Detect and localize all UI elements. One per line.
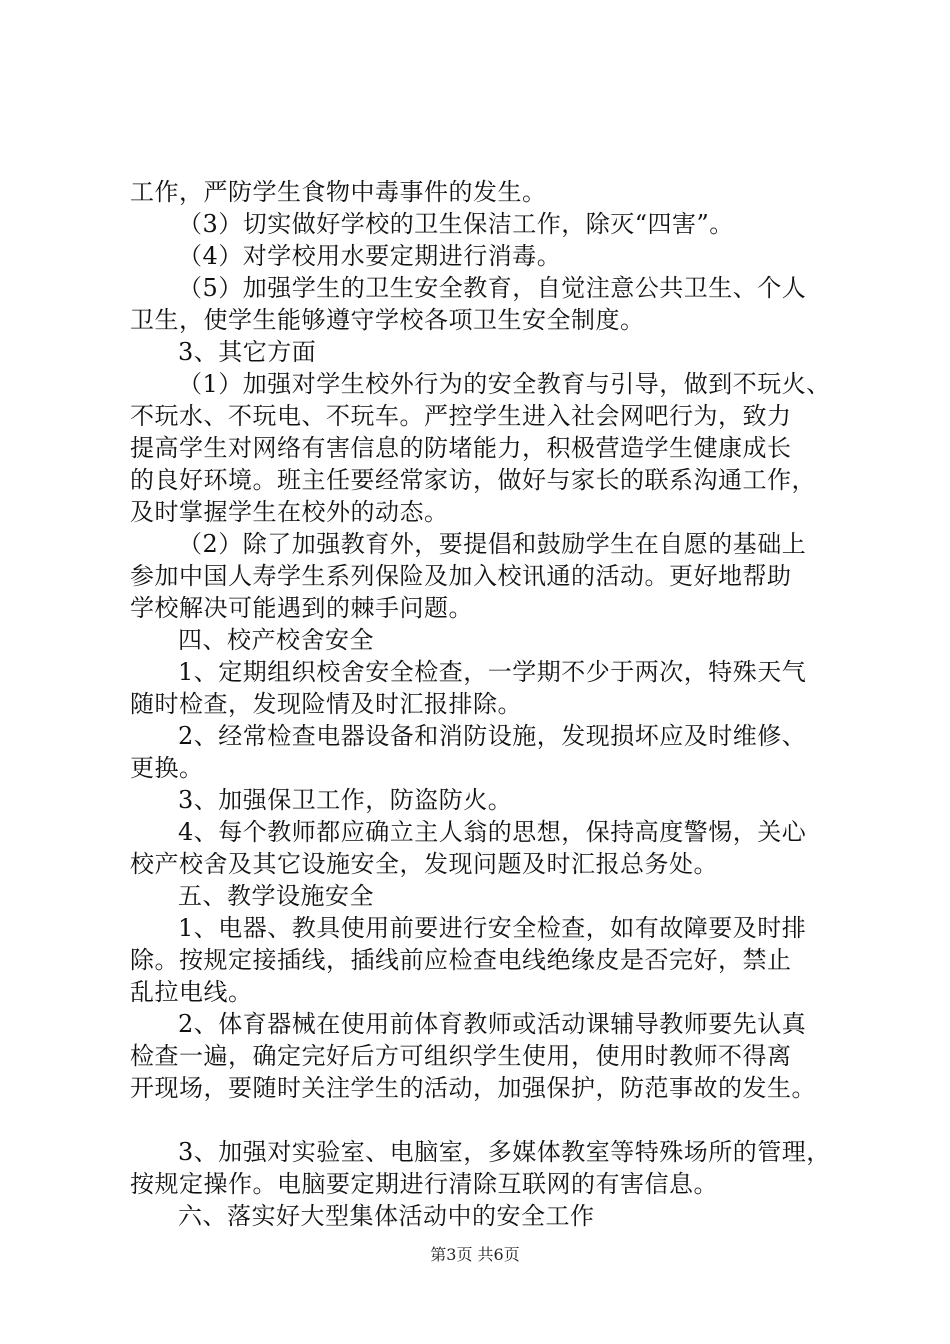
text-line: 检查一遍，确定完好后方可组织学生使用，使用时教师不得离: [130, 1042, 792, 1070]
text-line: 1、电器、教具使用前要进行安全检查，如有故障要及时排: [178, 914, 807, 942]
text-line: （2）除了加强教育外，要提倡和鼓励学生在自愿的基础上: [178, 530, 807, 558]
text-line: 提高学生对网络有害信息的防堵能力，积极营造学生健康成长: [130, 434, 792, 462]
text-line: 2、体育器械在使用前体育教师或活动课辅导教师要先认真: [178, 1010, 807, 1038]
text-line: 学校解决可能遇到的棘手问题。: [130, 594, 473, 622]
text-line: 乱拉电线。: [130, 978, 253, 1006]
text-line: 的良好环境。班主任要经常家访，做好与家长的联系沟通工作，: [130, 466, 816, 494]
section-heading: 六、落实好大型集体活动中的安全工作: [178, 1202, 595, 1230]
text-line: 及时掌握学生在校外的动态。: [130, 498, 449, 526]
text-line: （3）切实做好学校的卫生保洁工作，除灭“四害”。: [178, 210, 734, 238]
text-line: 更换。: [130, 754, 204, 782]
text-line: 不玩水、不玩电、不玩车。严控学生进入社会网吧行为，致力: [130, 402, 792, 430]
text-line: （1）加强对学生校外行为的安全教育与引导，做到不玩火、: [178, 370, 831, 398]
text-line: 1、定期组织校舍安全检查，一学期不少于两次，特殊天气: [178, 658, 807, 686]
section-heading: 五、教学设施安全: [178, 882, 374, 910]
text-line: 2、经常检查电器设备和消防设施，发现损坏应及时维修、: [178, 722, 807, 750]
text-line: 工作，严防学生食物中毒事件的发生。: [130, 178, 547, 206]
text-line: 参加中国人寿学生系列保险及加入校讯通的活动。更好地帮助: [130, 562, 792, 590]
text-line: 4、每个教师都应确立主人翁的思想，保持高度警惕，关心: [178, 818, 807, 846]
text-line: 3、加强保卫工作，防盗防火。: [178, 786, 513, 814]
text-line: 3、加强对实验室、电脑室，多媒体教室等特殊场所的管理，: [178, 1138, 831, 1166]
section-heading: 四、校产校舍安全: [178, 626, 374, 654]
text-line: 按规定操作。电脑要定期进行清除互联网的有害信息。: [130, 1170, 718, 1198]
section-heading: 3、其它方面: [178, 338, 317, 366]
text-line: （4）对学校用水要定期进行消毒。: [178, 242, 562, 270]
text-line: （5）加强学生的卫生安全教育，自觉注意公共卫生、个人: [178, 274, 807, 302]
page-footer: 第3页 共6页: [430, 1245, 520, 1264]
text-line: 卫生，使学生能够遵守学校各项卫生安全制度。: [130, 306, 645, 334]
text-line: 校产校舍及其它设施安全，发现问题及时汇报总务处。: [130, 850, 718, 878]
text-line: 除。按规定接插线，插线前应检查电线绝缘皮是否完好，禁止: [130, 946, 792, 974]
text-line: 随时检查，发现险情及时汇报排除。: [130, 690, 522, 718]
text-line: 开现场，要随时关注学生的活动，加强保护，防范事故的发生。: [130, 1074, 816, 1102]
